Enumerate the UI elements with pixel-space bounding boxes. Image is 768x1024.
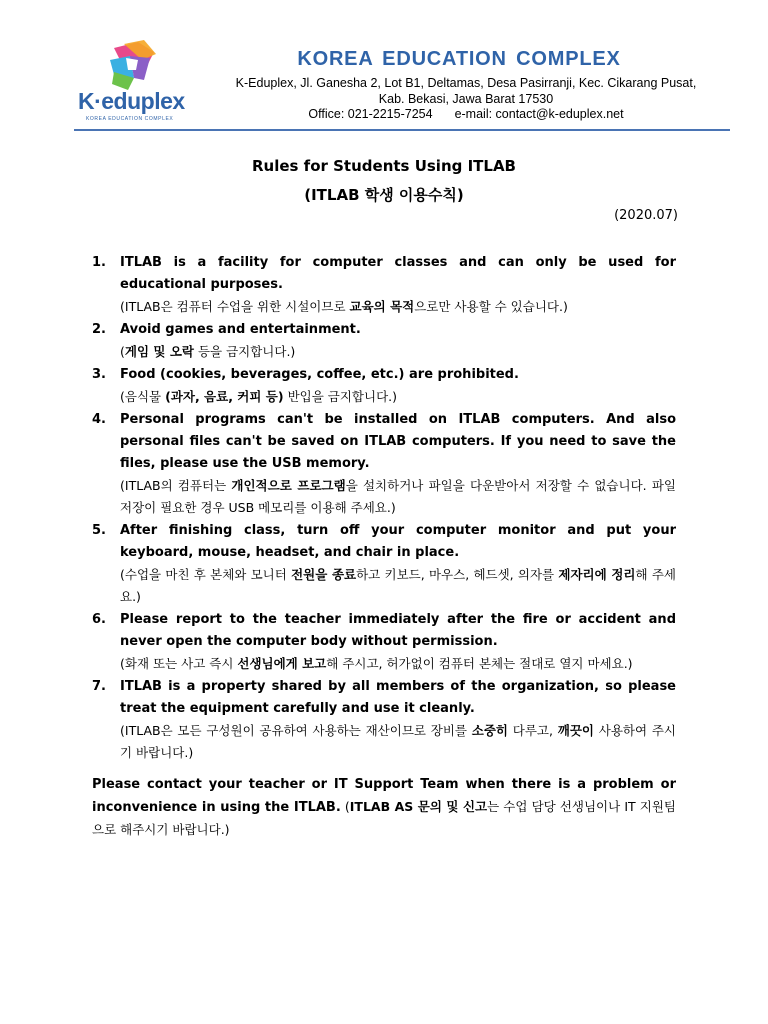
contact-paragraph — [92, 774, 676, 842]
rule-text-ko: (화재 또는 사고 즉시 선생님에게 보고해 주시고, 허가없이 컴퓨터 본체는 절대로 열지 마세요.) — [120, 656, 633, 671]
email-address: e-mail: contact@k-eduplex.net — [454, 107, 624, 121]
rule-text-ko: (수업을 마친 후 본체와 모니터 전원을 종료하고 키보드, 마우스, 헤드셋, 의자를 제자리에 정리해 주세요.) — [120, 567, 676, 604]
document-title: Rules for Students Using ITLAB — [251, 157, 516, 175]
document-date: (2020.07) — [614, 208, 678, 223]
rule-number: 1. — [92, 255, 106, 270]
address-line-1: K-Eduplex, Jl. Ganesha 2, Lot B1, Deltamas, Desa Pasirranji, Kec. Cikarang Pusat, — [235, 76, 697, 90]
rule-text-ko: (게임 및 오락 등을 금지합니다.) — [120, 344, 296, 359]
logo-wordmark: K·eduplex — [78, 88, 185, 114]
rule-item — [92, 364, 676, 408]
rule-text-en: ITLAB is a facility for computer classes and can only be used for educational purposes. — [120, 255, 676, 292]
rule-text-en: Food (cookies, beverages, coffee, etc.) are prohibited. — [120, 367, 519, 382]
rule-number: 7. — [92, 679, 106, 694]
rule-number: 2. — [92, 322, 106, 337]
rule-item — [92, 520, 676, 608]
address-line-2: Kab. Bekasi, Jawa Barat 17530 — [378, 92, 554, 106]
rule-text-ko: (ITLAB은 모든 구성원이 공유하여 사용하는 재산이므로 장비를 소중히 다루고, 깨끗이 사용하여 주시기 바랍니다.) — [120, 723, 676, 760]
rule-number: 5. — [92, 523, 106, 538]
rule-text-en: Personal programs can't be installed on ITLAB computers. And also personal files can't be saved on ITLAB computers. If you need to save the files, please use the USB memory. — [120, 412, 676, 471]
rules-list — [92, 252, 676, 765]
rule-item — [92, 609, 676, 675]
contact-text-ko: (ITLAB AS 문의 및 신고는 수업 담당 선생님이나 IT 지원팀으로 해주시기 바랍니다.) — [92, 799, 676, 837]
rule-text-en: ITLAB is a property shared by all members of the organization, so please treat the equipment carefully and use it cleanly. — [120, 679, 676, 716]
logo-tagline: KOREA EDUCATION COMPLEX — [86, 116, 174, 122]
office-phone: Office: 021-2215-7254 — [308, 107, 433, 121]
header-divider — [74, 129, 730, 131]
rule-number: 4. — [92, 412, 106, 427]
rule-number: 3. — [92, 367, 106, 382]
letterhead — [0, 0, 768, 132]
rule-text-en: Avoid games and entertainment. — [120, 322, 361, 337]
rule-item — [92, 409, 676, 519]
rule-text-ko: (음식물 (과자, 음료, 커피 등) 반입을 금지합니다.) — [120, 389, 397, 404]
rule-text-ko: (ITLAB은 컴퓨터 수업을 위한 시설이므로 교육의 목적으로만 사용할 수 있습니다.) — [120, 299, 568, 314]
rule-number: 6. — [92, 612, 106, 627]
rule-text-ko: (ITLAB의 컴퓨터는 개인적으로 프로그램을 설치하거나 파일을 다운받아서 저장할 수 없습니다. 파일 저장이 필요한 경우 USB 메모리를 이용해 주세요.) — [120, 478, 677, 515]
rule-item — [92, 676, 676, 764]
organization-name: KOREA EDUCATION COMPLEX — [297, 48, 621, 70]
contact-text-en: Please contact your teacher or IT Support Team when there is a problem or inconvenience in using the ITLAB. — [92, 777, 676, 815]
document-subtitle: (ITLAB 학생 이용수칙) — [304, 186, 464, 204]
rule-item — [92, 319, 676, 363]
rule-text-en: After finishing class, turn off your computer monitor and put your keyboard, mouse, headset, and chair in place. — [120, 523, 676, 560]
rule-text-en: Please report to the teacher immediately after the fire or accident and never open the computer body without permission. — [120, 612, 676, 649]
rule-item — [92, 252, 676, 318]
contact-line — [196, 107, 736, 121]
